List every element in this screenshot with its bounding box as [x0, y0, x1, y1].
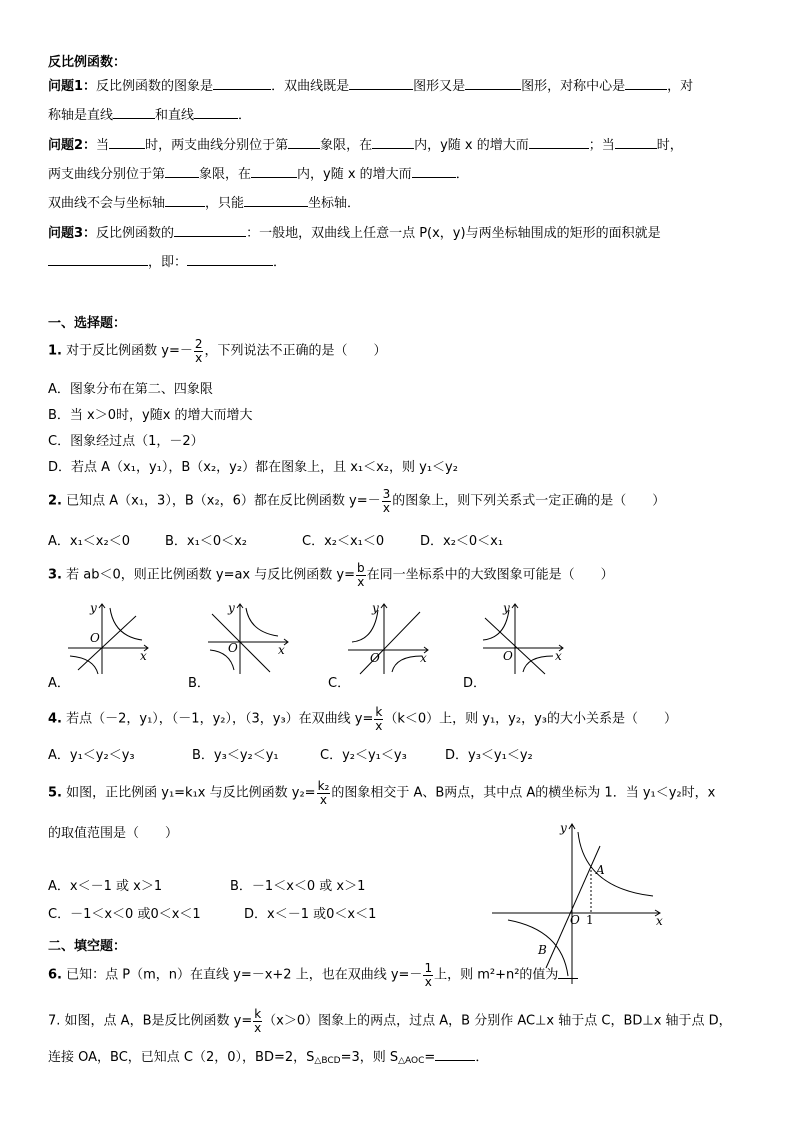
- svg-text:O: O: [370, 651, 380, 665]
- svg-text:x: x: [140, 649, 147, 663]
- blank[interactable]: [625, 76, 667, 90]
- blank[interactable]: [113, 105, 155, 119]
- blank[interactable]: [165, 164, 199, 178]
- question-1-label: 问题1：: [48, 79, 97, 94]
- problem-3-option-d[interactable]: D．: [463, 676, 487, 691]
- blank[interactable]: [412, 164, 456, 178]
- problem-1-stem: 1. 对于反比例函数 y=－ $\frac{2}{x}$ ，下列说法不正确的是（ ）: [48, 337, 387, 365]
- graph-option-c[interactable]: [340, 598, 435, 678]
- blank[interactable]: [288, 135, 320, 149]
- problem-4-option-a[interactable]: A．y₁＜y₂＜y₃: [48, 748, 135, 763]
- fraction: $\frac{2}{x}$: [194, 337, 203, 365]
- problem-2-option-c[interactable]: C．x₂＜x₁＜0: [302, 534, 385, 549]
- svg-text:y: y: [560, 821, 567, 835]
- svg-text:A: A: [596, 863, 605, 877]
- blank[interactable]: [465, 76, 521, 90]
- blank[interactable]: [372, 135, 414, 149]
- svg-text:B: B: [538, 943, 547, 957]
- blank[interactable]: [187, 252, 273, 266]
- question-3-line-2: ，即： ．: [48, 251, 286, 270]
- blank[interactable]: [244, 193, 308, 207]
- blank[interactable]: [349, 76, 413, 90]
- problem-7-stem: 7. 如图，点 A，B是反比例函数 y= $\frac{k}{x}$ （x＞0）图象上的两点，过点 A，B 分别作 AC⊥x 轴于点 C，BD⊥x 轴于点 D，: [48, 1007, 732, 1035]
- problem-4-stem: 4. 若点（－2，y₁），（－1，y₂），（3，y₃）在双曲线 y= $\frac{k}{x}$ （k＜0）上，则 y₁，y₂，y₃的大小关系是（ ）: [48, 705, 677, 733]
- question-2-line-3: 双曲线不会与坐标轴 ，只能 坐标轴．: [48, 192, 360, 211]
- problem-4-option-c[interactable]: C．y₂＜y₁＜y₃: [320, 748, 407, 763]
- blank[interactable]: [558, 965, 578, 979]
- fraction: $\frac{b}{x}$: [356, 561, 365, 589]
- svg-text:y: y: [503, 601, 510, 615]
- blank[interactable]: [529, 135, 589, 149]
- problem-5-option-c[interactable]: C．－1＜x＜0 或0＜x＜1: [48, 907, 201, 922]
- problem-7-stem-line-2: 连接 OA，BC，已知点 C（2，0），BD=2，$S_{\triangle BCD}=3$，则 $S_{\triangle AOC}=$ ．: [48, 1046, 488, 1066]
- svg-text:x: x: [278, 643, 285, 657]
- question-2-line-1: 问题2：当 时，两支曲线分别位于第 象限，在 内，y随 x 的增大而 ；当 时，: [48, 134, 683, 153]
- problem-4-option-b[interactable]: B．y₃＜y₂＜y₁: [192, 748, 279, 763]
- blank[interactable]: [615, 135, 657, 149]
- problem-3-option-c[interactable]: C．: [328, 676, 351, 691]
- svg-text:y: y: [372, 601, 379, 615]
- blank[interactable]: [174, 223, 246, 237]
- graph-option-d[interactable]: [475, 598, 570, 678]
- problem-3-option-b[interactable]: B．: [188, 676, 210, 691]
- problem-1-option-b[interactable]: B．当 x＞0时，y随x 的增大而增大: [48, 408, 253, 423]
- problem-1-option-c[interactable]: C．图象经过点（1，－2）: [48, 434, 204, 449]
- problem-3-option-a[interactable]: A．: [48, 676, 70, 691]
- problem-2-option-d[interactable]: D．x₂＜0＜x₁: [420, 534, 504, 549]
- question-2-line-2: 两支曲线分别位于第 象限，在 内，y随 x 的增大而 ．: [48, 163, 469, 182]
- graph-option-a[interactable]: [60, 598, 155, 678]
- svg-text:O: O: [90, 631, 100, 645]
- problem-4-option-d[interactable]: D．y₃＜y₁＜y₂: [445, 748, 533, 763]
- problem-1-option-d[interactable]: D．若点 A（x₁，y₁），B（x₂，y₂）都在图象上，且 x₁＜x₂，则 y₁＜y₂: [48, 460, 458, 475]
- fraction: $\frac{3}{x}$: [382, 487, 391, 515]
- fraction: $\frac{k}{x}$: [375, 705, 383, 733]
- blank[interactable]: [435, 1047, 475, 1061]
- graph-option-b[interactable]: [200, 598, 295, 678]
- blank[interactable]: [251, 164, 297, 178]
- fraction: $\frac{1}{x}$: [424, 961, 433, 989]
- question-3-label: 问题3：: [48, 226, 97, 241]
- svg-text:y: y: [228, 601, 235, 615]
- svg-text:y: y: [90, 601, 97, 615]
- question-1-line-2: 称轴是直线 和直线 ．: [48, 104, 251, 123]
- blank[interactable]: [48, 252, 148, 266]
- blank[interactable]: [194, 105, 238, 119]
- blank[interactable]: [109, 135, 145, 149]
- problem-5-option-d[interactable]: D．x＜－1 或0＜x＜1: [244, 907, 377, 922]
- svg-text:x: x: [656, 914, 663, 928]
- svg-text:O: O: [570, 913, 580, 927]
- problem-2-option-b[interactable]: B．x₁＜0＜x₂: [165, 534, 247, 549]
- svg-text:x: x: [420, 651, 427, 665]
- problem-1-option-a[interactable]: A．图象分布在第二、四象限: [48, 382, 213, 397]
- fraction: $\frac{k}{x}$: [254, 1007, 262, 1035]
- svg-text:1: 1: [586, 913, 594, 927]
- svg-text:O: O: [228, 641, 238, 655]
- problem-2-option-a[interactable]: A．x₁＜x₂＜0: [48, 534, 130, 549]
- problem-2-stem: 2. 已知点 A（x₁，3），B（x₂，6）都在反比例函数 y=－ $\frac{3}{x}$ 的图象上，则下列关系式一定正确的是（ ）: [48, 487, 666, 515]
- question-1-line-1: 问题1：反比例函数的图象是 ．双曲线既是 图形又是 图形，对称中心是 ，对: [48, 75, 693, 94]
- question-3-line-1: 问题3：反比例函数的 ：一般地，双曲线上任意一点 P(x，y)与两坐标轴围成的矩形的面积就是: [48, 222, 661, 241]
- problem-5-stem-line-2: 的取值范围是（ ）: [48, 826, 179, 841]
- blank[interactable]: [165, 193, 205, 207]
- question-2-label: 问题2：: [48, 138, 97, 153]
- section-choice-title: 一、选择题：: [48, 316, 127, 331]
- problem-5-stem: 5. 如图，正比例函 y₁=k₁x 与反比例函数 y₂= $\frac{\text{k₂}}{x}$ 的图象相交于 A、B两点，其中点 A的横坐标为 1．当 y₁＜y₂时，x: [48, 779, 716, 807]
- fraction: $\frac{\text{k₂}}{x}$: [317, 779, 330, 807]
- problem-6-stem: 6. 已知：点 P（m，n）在直线 y=－x+2 上，也在双曲线 y=－ $\frac{1}{x}$ 上，则 m²+n²的值为: [48, 962, 578, 988]
- section-heading: 反比例函数：: [48, 55, 127, 70]
- problem-3-stem: 3. 若 ab＜0，则正比例函数 y=ax 与反比例函数 y= $\frac{b}{x}$ 在同一坐标系中的大致图象可能是（ ）: [48, 561, 614, 589]
- svg-text:O: O: [503, 649, 513, 663]
- blank[interactable]: [213, 76, 271, 90]
- section-fill-title: 二、填空题：: [48, 939, 127, 954]
- svg-text:x: x: [555, 649, 562, 663]
- problem-5-option-b[interactable]: B．－1＜x＜0 或 x＞1: [230, 879, 366, 894]
- problem-5-option-a[interactable]: A．x＜－1 或 x＞1: [48, 879, 163, 894]
